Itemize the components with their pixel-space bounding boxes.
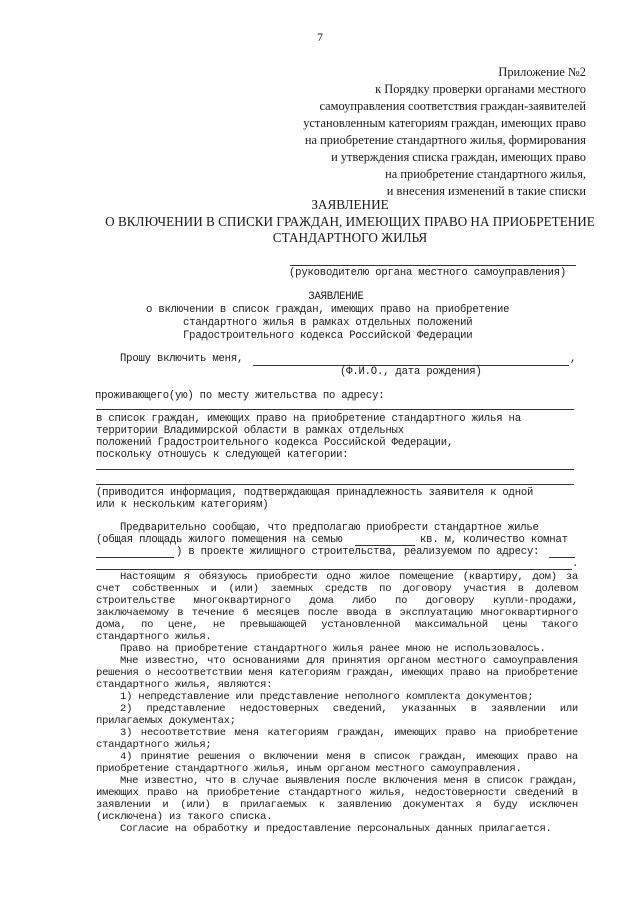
category-caption: (приводится информация, подтверждающая принадлежность заявителя к одной <box>96 487 534 499</box>
appendix-line: к Порядку проверки органами местного <box>375 82 586 96</box>
title-line: ЗАЯВЛЕНИЕ <box>311 197 389 212</box>
addressee-caption: (руководителю органа местного самоуправления) <box>289 267 567 279</box>
fio-caption: (Ф.И.О., дата рождения) <box>340 366 482 378</box>
paragraph: 4) принятие решения о включении меня в список граждан, имеющих право на приобретение стандартного жилья, иным органом местного самоуправления. <box>96 751 578 775</box>
address-field-line[interactable] <box>96 409 574 410</box>
appendix-line: Приложение №2 <box>498 65 586 79</box>
paragraph: 1) непредставление или представление неполного комплекта документов; <box>120 691 534 703</box>
form-subheading: о включении в список граждан, имеющих право на приобретение <box>146 304 510 316</box>
list-text-line: в список граждан, имеющих право на приобретение стандартного жилья на <box>96 413 521 425</box>
prelim-text-line: Предварительно сообщаю, что предполагаю приобрести стандартное жилье <box>120 522 539 534</box>
category-caption: или к нескольким категориям) <box>96 499 269 511</box>
list-text-line: территории Владимирской области в рамках отдельных <box>96 425 404 437</box>
paragraph: 3) несоответствие меня категориям граждан, имеющих право на приобретение стандартного жилья; <box>96 727 578 751</box>
list-text-line: поскольку отношусь к следующей категории: <box>96 449 349 461</box>
paragraph: 2) представление недостоверных сведений, указанных в заявлении или прилагаемых документах; <box>96 703 578 727</box>
appendix-line: и утверждения списка граждан, имеющих право <box>331 150 586 164</box>
prelim-period: . <box>572 558 579 570</box>
title-line: СТАНДАРТНОГО ЖИЛЬЯ <box>272 230 428 245</box>
request-comma: , <box>570 353 577 365</box>
appendix-line: на приобретение стандартного жилья, формирования <box>304 133 586 147</box>
paragraph: Согласие на обработку и предоставление персональных данных прилагается. <box>120 823 552 835</box>
prelim-text-line: (общая площадь жилого помещения на семью <box>96 534 343 546</box>
prelim-text-line: кв. м, количество комнат <box>420 534 568 546</box>
appendix-header <box>303 64 586 200</box>
title-line: О ВКЛЮЧЕНИИ В СПИСКИ ГРАЖДАН, ИМЕЮЩИХ ПРАВО НА ПРИОБРЕТЕНИЕ <box>105 213 595 229</box>
addressee-line <box>290 265 576 266</box>
rooms-field-line[interactable] <box>96 557 174 558</box>
paragraph: Мне известно, что в случае выявления после включения меня в список граждан, имеющих право на приобретение стандартного жилья, недостоверности сведений в заявлении и (или) в прилагаемых к заявлению документах я буду исключен (исключена) из такого списка. <box>96 775 578 823</box>
project-address-line[interactable] <box>96 569 572 570</box>
obligations-text <box>96 571 578 835</box>
paragraph: Право на приобретение стандартного жилья ранее мною не использовалось. <box>120 643 546 655</box>
paragraph: Мне известно, что основаниями для принятия органом местного самоуправления решения о несоответствии меня категориям граждан, имеющих право на приобретение стандартного жилья, являются: <box>96 655 578 691</box>
category-field-line[interactable] <box>96 469 574 470</box>
appendix-line: самоуправления соответствия граждан-заявителей <box>319 99 586 113</box>
category-field-line[interactable] <box>96 484 574 485</box>
prelim-text-line: ) в проекте жилищного строительства, реализуемом по адресу: <box>176 546 540 558</box>
form-heading: ЗАЯВЛЕНИЕ <box>308 291 364 303</box>
page-number: 7 <box>317 30 323 44</box>
list-text-line: положений Градостроительного кодекса Российской Федерации, <box>96 437 454 449</box>
request-label: Прошу включить меня, <box>120 353 244 365</box>
appendix-line: и внесения изменений в такие списки <box>386 184 586 198</box>
document-title <box>0 197 640 247</box>
form-subheading: Градостроительного кодекса Российской Федерации <box>183 330 473 342</box>
paragraph: Настоящим я обязуюсь приобрести одно жилое помещение (квартиру, дом) за счет собственных и (или) заемных средств по договору участия в долевом строительстве многоквартирного дома либо по договору купли-продажи, заключаемому в течение 6 месяцев после ввода в эксплуатацию многоквартирного дома, по цене, не превышающей установленной максимальной цены такого стандартного жилья. <box>96 571 578 643</box>
form-subheading: стандартного жилья в рамках отдельных положений <box>183 317 473 329</box>
residence-label: проживающего(ую) по месту жительства по адресу: <box>95 390 385 402</box>
appendix-line: на приобретение стандартного жилья, <box>385 167 586 181</box>
appendix-line: установленным категориям граждан, имеющих право <box>303 116 586 130</box>
